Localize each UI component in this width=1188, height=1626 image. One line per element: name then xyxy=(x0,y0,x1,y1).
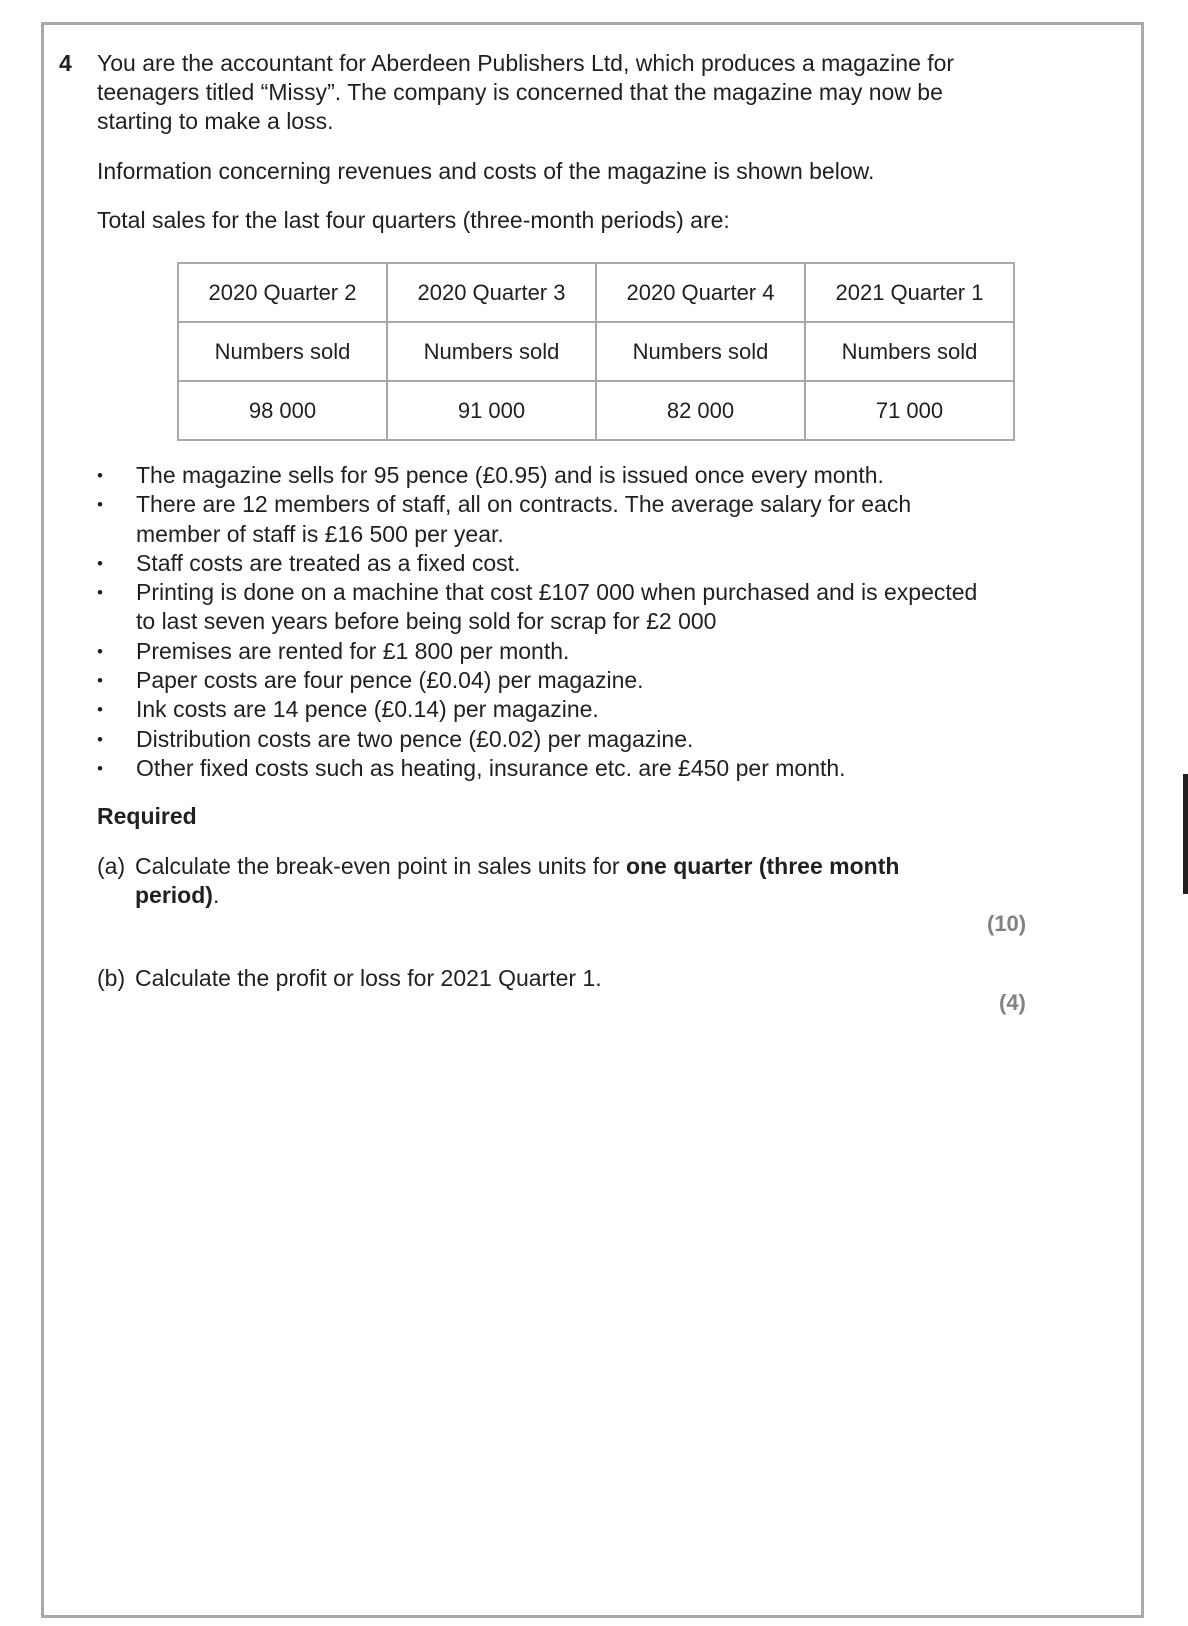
info-line: Information concerning revenues and costs of the magazine is shown below. xyxy=(97,158,875,184)
part-a-text xyxy=(97,852,947,910)
part-b-marks: (4) xyxy=(999,990,1026,1015)
table-cell-value: 82 000 xyxy=(596,381,805,440)
table-cell-label: Numbers sold xyxy=(387,322,596,381)
part-a-text-end: . xyxy=(212,882,220,908)
part-a-label: (a) xyxy=(97,853,126,879)
question-number: 4 xyxy=(59,50,72,76)
part-a-marks: (10) xyxy=(987,911,1027,936)
part-a-text-start: Calculate the break-even point in sales units for xyxy=(135,853,626,879)
list-item: • Distribution costs are two pence (£0.02) per magazine. xyxy=(97,725,997,754)
table-cell-quarter: 2020 Quarter 4 xyxy=(596,263,805,322)
table-row-labels xyxy=(178,322,1014,381)
required-heading: Required xyxy=(97,803,197,829)
table-cell-value: 91 000 xyxy=(387,381,596,440)
list-item: • Other fixed costs such as heating, insurance etc. are £450 per month. xyxy=(97,754,997,783)
table-cell-label: Numbers sold xyxy=(596,322,805,381)
table-cell-label: Numbers sold xyxy=(805,322,1014,381)
part-a-bold: one quarter (three month period) xyxy=(135,853,900,908)
list-item: • The magazine sells for 95 pence (£0.95) and is issued once every month. xyxy=(97,461,997,490)
list-item: • Premises are rented for £1 800 per month. xyxy=(97,637,997,666)
table-cell-label: Numbers sold xyxy=(178,322,387,381)
table-row-values xyxy=(178,381,1014,440)
table-cell-value: 71 000 xyxy=(805,381,1014,440)
part-a xyxy=(97,852,947,910)
list-item: • There are 12 members of staff, all on contracts. The average salary for each member of staff is £16 500 per year. xyxy=(97,490,997,549)
page-edge-mark xyxy=(1183,774,1188,894)
list-item: • Staff costs are treated as a fixed cost. xyxy=(97,549,997,578)
list-item: • Printing is done on a machine that cost £107 000 when purchased and is expected to last seven years before being sold for scrap for £2 000 xyxy=(97,578,997,637)
table-cell-quarter: 2021 Quarter 1 xyxy=(805,263,1014,322)
part-b-label: (b) xyxy=(97,965,126,991)
intro-paragraph: You are the accountant for Aberdeen Publishers Ltd, which produces a magazine for teenagers titled “Missy”. The company is concerned that the magazine may now be starting to make a loss. xyxy=(97,50,955,134)
sales-intro: Total sales for the last four quarters (three-month periods) are: xyxy=(97,207,730,233)
part-b xyxy=(97,964,602,993)
sales-table xyxy=(177,262,1015,441)
cost-information-list xyxy=(97,461,997,783)
table-row-quarters xyxy=(178,263,1014,322)
list-item: • Paper costs are four pence (£0.04) per magazine. xyxy=(97,666,997,695)
table-cell-quarter: 2020 Quarter 3 xyxy=(387,263,596,322)
table-cell-value: 98 000 xyxy=(178,381,387,440)
part-b-text: Calculate the profit or loss for 2021 Quarter 1. xyxy=(135,965,602,991)
table-cell-quarter: 2020 Quarter 2 xyxy=(178,263,387,322)
list-item: • Ink costs are 14 pence (£0.14) per magazine. xyxy=(97,695,997,724)
